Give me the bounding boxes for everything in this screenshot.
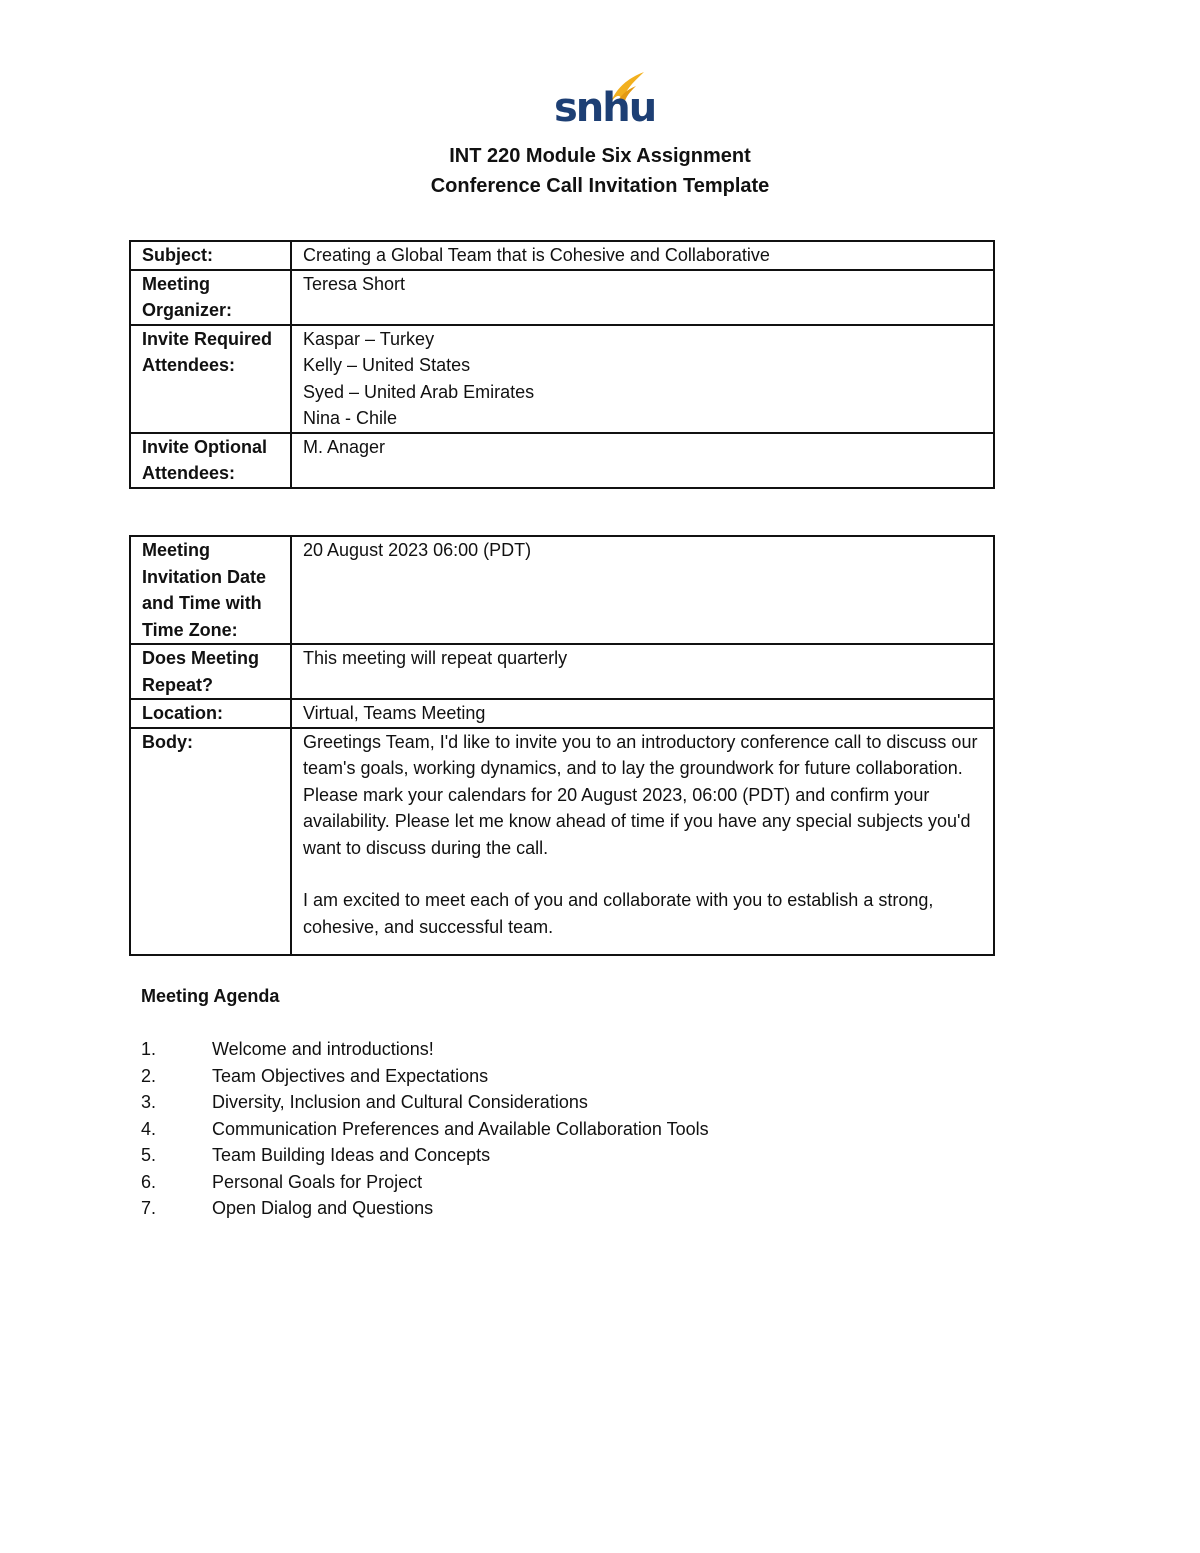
agenda-item-number: 1. — [141, 1039, 157, 1059]
body-value — [291, 728, 994, 956]
agenda-item — [141, 1089, 709, 1116]
optional-attendees-row — [130, 433, 994, 488]
required-attendees-label: Invite Required Attendees: — [130, 325, 291, 433]
agenda-item-number: 3. — [141, 1092, 157, 1112]
details-table — [129, 535, 995, 956]
agenda-item-number: 2. — [141, 1065, 157, 1086]
datetime-row — [130, 536, 994, 644]
agenda-item-text: Diversity, Inclusion and Cultural Considerations — [212, 1092, 588, 1112]
location-value: Virtual, Teams Meeting — [291, 699, 994, 728]
body-row — [130, 728, 994, 956]
datetime-label: Meeting Invitation Date and Time with Time Zone: — [130, 536, 291, 644]
attendee-item: Kaspar – Turkey — [303, 328, 435, 349]
document-subtitle: Conference Call Invitation Template — [430, 175, 770, 197]
body-paragraph: Greetings Team, I'd like to invite you to an introductory conference call to discuss our team's goals, working dynamics, and to lay the groundwork for future collaboration. Please mark your calendars for 20 August 2023, 06:00 (PDT) and confirm your availability. Please let me know ahead of time if you have any special subjects you'd want to discuss during the call. — [303, 731, 978, 858]
attendee-item: Nina - Chile — [303, 408, 398, 428]
required-attendees-row — [130, 325, 994, 433]
repeat-value: This meeting will repeat quarterly — [291, 644, 994, 699]
snhu-logo — [548, 70, 656, 134]
agenda-item-text: Team Building Ideas and Concepts — [212, 1145, 491, 1165]
repeat-row — [130, 644, 994, 699]
organizer-value: Teresa Short — [291, 270, 994, 325]
agenda-item — [141, 1036, 709, 1063]
agenda-item-text: Open Dialog and Questions — [212, 1198, 434, 1218]
agenda-item-text: Communication Preferences and Available Collaboration Tools — [212, 1118, 709, 1139]
subject-value: Creating a Global Team that is Cohesive and Collaborative — [291, 241, 994, 270]
logo-wordmark: snhu — [554, 85, 656, 131]
agenda-item — [141, 1063, 709, 1090]
invite-table — [129, 240, 995, 489]
subject-row — [130, 241, 994, 270]
optional-attendees-label: Invite Optional Attendees: — [130, 433, 291, 488]
agenda-item-number: 4. — [141, 1118, 157, 1139]
agenda-item-number: 7. — [141, 1198, 157, 1218]
agenda-item-number: 6. — [141, 1171, 157, 1192]
body-label: Body: — [130, 728, 291, 956]
agenda-list — [141, 1036, 709, 1222]
agenda-item-text: Welcome and introductions! — [212, 1039, 434, 1059]
agenda-item — [141, 1169, 709, 1196]
repeat-label: Does Meeting Repeat? — [130, 644, 291, 699]
attendee-item: Syed – United Arab Emirates — [303, 381, 535, 402]
agenda-title: Meeting Agenda — [141, 986, 280, 1006]
agenda-item-number: 5. — [141, 1145, 157, 1165]
optional-attendees-value: M. Anager — [291, 433, 994, 488]
agenda-item — [141, 1142, 709, 1169]
organizer-label: Meeting Organizer: — [130, 270, 291, 325]
attendee-item: Kelly – United States — [303, 355, 471, 375]
agenda-item — [141, 1116, 709, 1143]
body-paragraph: I am excited to meet each of you and collaborate with you to establish a strong, cohesive, and successful team. — [303, 890, 934, 937]
subject-label: Subject: — [130, 241, 291, 270]
agenda-item-text: Personal Goals for Project — [212, 1171, 423, 1192]
required-attendees-value — [291, 325, 994, 433]
organizer-row — [130, 270, 994, 325]
location-label: Location: — [130, 699, 291, 728]
datetime-value: 20 August 2023 06:00 (PDT) — [291, 536, 994, 644]
location-row — [130, 699, 994, 728]
document-title: INT 220 Module Six Assignment — [449, 145, 751, 167]
agenda-item-text: Team Objectives and Expectations — [212, 1065, 489, 1086]
agenda-item — [141, 1195, 709, 1222]
